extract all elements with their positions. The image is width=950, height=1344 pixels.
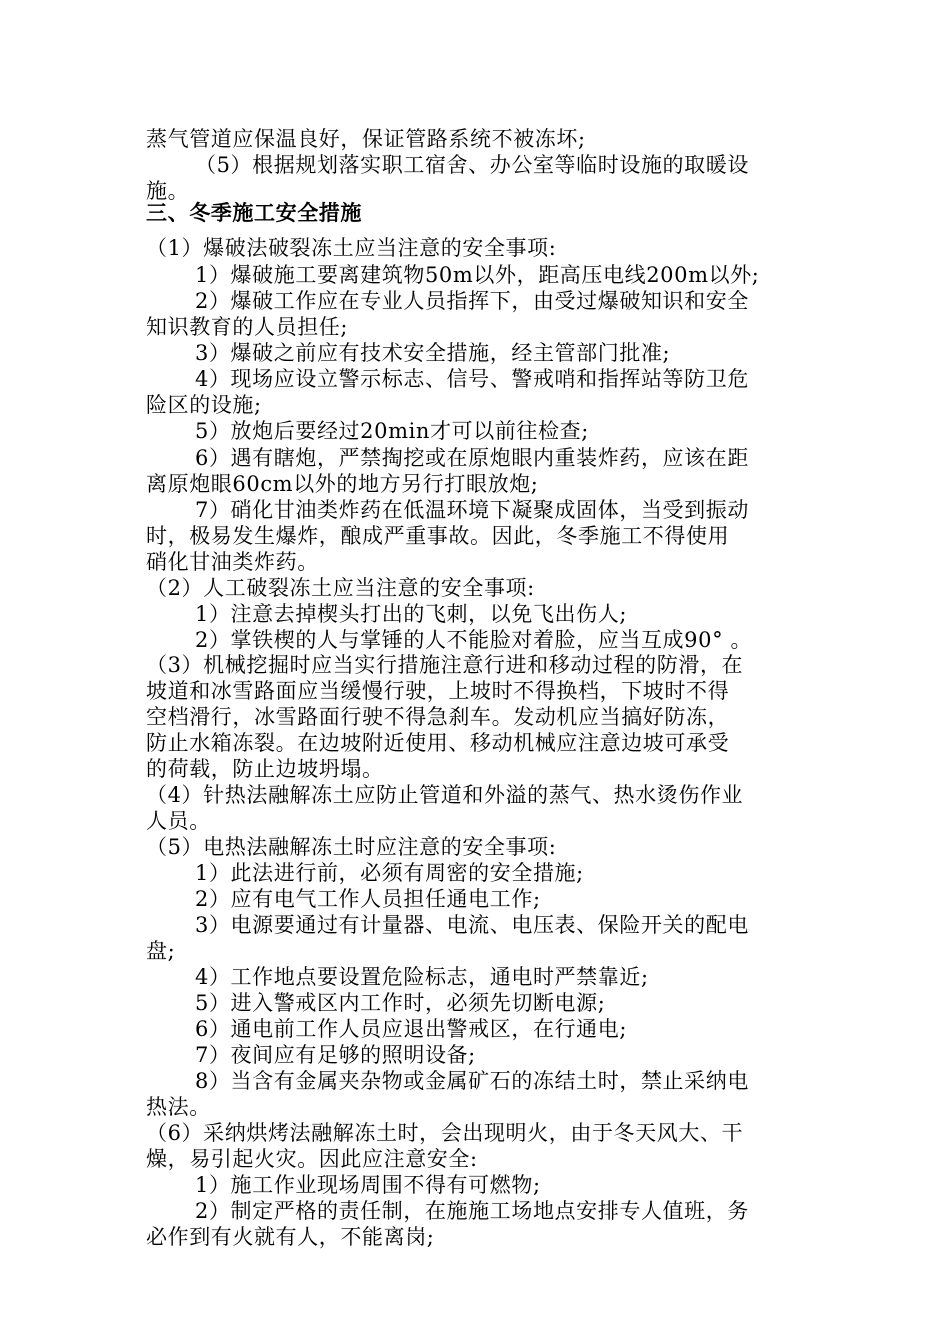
text-line: 3）电源要通过有计量器、电流、电压表、保险开关的配电 [195,913,749,937]
text-line: 人员。 [146,809,211,833]
text-line: （1）爆破法破裂冻土应当注意的安全事项: [146,236,557,260]
section-heading: 三、冬季施工安全措施 [146,201,362,225]
text-line: （4）针热法融解冻土应防止管道和外溢的蒸气、热水烫伤作业 [146,783,744,807]
text-line: 8）当含有金属夹杂物或金属矿石的冻结土时，禁止采纳电 [195,1069,749,1093]
text-line: 燥，易引起火灾。因此应注意安全: [146,1147,478,1171]
text-line: 施。 [146,179,190,203]
text-line: 4）现场应设立警示标志、信号、警戒哨和指挥站等防卫危 [195,367,749,391]
text-line: 知识教育的人员担任; [146,315,349,339]
text-line: 硝化甘油类炸药。 [146,550,319,574]
text-line: 7）夜间应有足够的照明设备; [195,1043,476,1067]
text-line: 盘; [146,939,176,963]
text-line: 必作到有火就有人，不能离岗; [146,1225,435,1249]
text-line: 2）掌铁楔的人与掌锤的人不能脸对着脸，应当互成90° 。 [195,628,753,652]
text-line: 防止水箱冻裂。在边坡附近使用、移动机械应注意边坡可承受 [146,731,730,755]
text-line: 热法。 [146,1095,211,1119]
text-line: 1）施工作业现场周围不得有可燃物; [195,1173,541,1197]
text-line: 险区的设施; [146,393,262,417]
text-line: 5）进入警戒区内工作时，必须先切断电源; [195,991,606,1015]
text-line: （6）采纳烘烤法融解冻土时，会出现明火，由于冬天风大、干 [146,1121,744,1145]
text-line: 1）此法进行前，必须有周密的安全措施; [195,861,584,885]
text-line: 4）工作地点要设置危险标志，通电时严禁靠近; [195,965,649,989]
text-line: 1）爆破施工要离建筑物50m以外，距高压电线200m以外; [195,263,760,287]
text-line: 坡道和冰雪路面应当缓慢行驶，上坡时不得换档，下坡时不得 [146,679,730,703]
text-line: 6）遇有瞎炮，严禁掏挖或在原炮眼内重装炸药，应该在距 [195,446,749,470]
text-line: 离原炮眼60cm以外的地方另行打眼放炮; [146,472,539,496]
text-line: 7）硝化甘油类炸药在低温环境下凝聚成固体，当受到振动 [195,498,749,522]
text-line: 时，极易发生爆炸，酿成严重事故。因此，冬季施工不得使用 [146,524,730,548]
text-line: 6）通电前工作人员应退出警戒区，在行通电; [195,1017,628,1041]
text-line: 3）爆破之前应有技术安全措施，经主管部门批准; [195,341,671,365]
text-line: 1）注意去掉楔头打出的飞刺，以免飞出伤人; [195,602,628,626]
text-line: 2）应有电气工作人员担任通电工作; [195,887,541,911]
text-line: （5）电热法融解冻土时应注意的安全事项: [146,835,557,859]
text-line: （5）根据规划落实职工宿舍、办公室等临时设施的取暖设 [195,153,749,177]
text-line: 空档滑行，冰雪路面行驶不得急刹车。发动机应当搞好防冻， [146,705,730,729]
text-line: 蒸气管道应保温良好，保证管路系统不被冻坏; [146,127,586,151]
text-line: 5）放炮后要经过20min才可以前往检查; [195,419,589,443]
text-line: 2）制定严格的责任制，在施施工场地点安排专人值班，务 [195,1199,749,1223]
text-line: 的荷载，防止边坡坍塌。 [146,757,384,781]
text-line: （3）机械挖掘时应当实行措施注意行进和移动过程的防滑，在 [146,653,744,677]
text-line: 2）爆破工作应在专业人员指挥下，由受过爆破知识和安全 [195,289,749,313]
text-line: （2）人工破裂冻土应当注意的安全事项: [146,576,535,600]
